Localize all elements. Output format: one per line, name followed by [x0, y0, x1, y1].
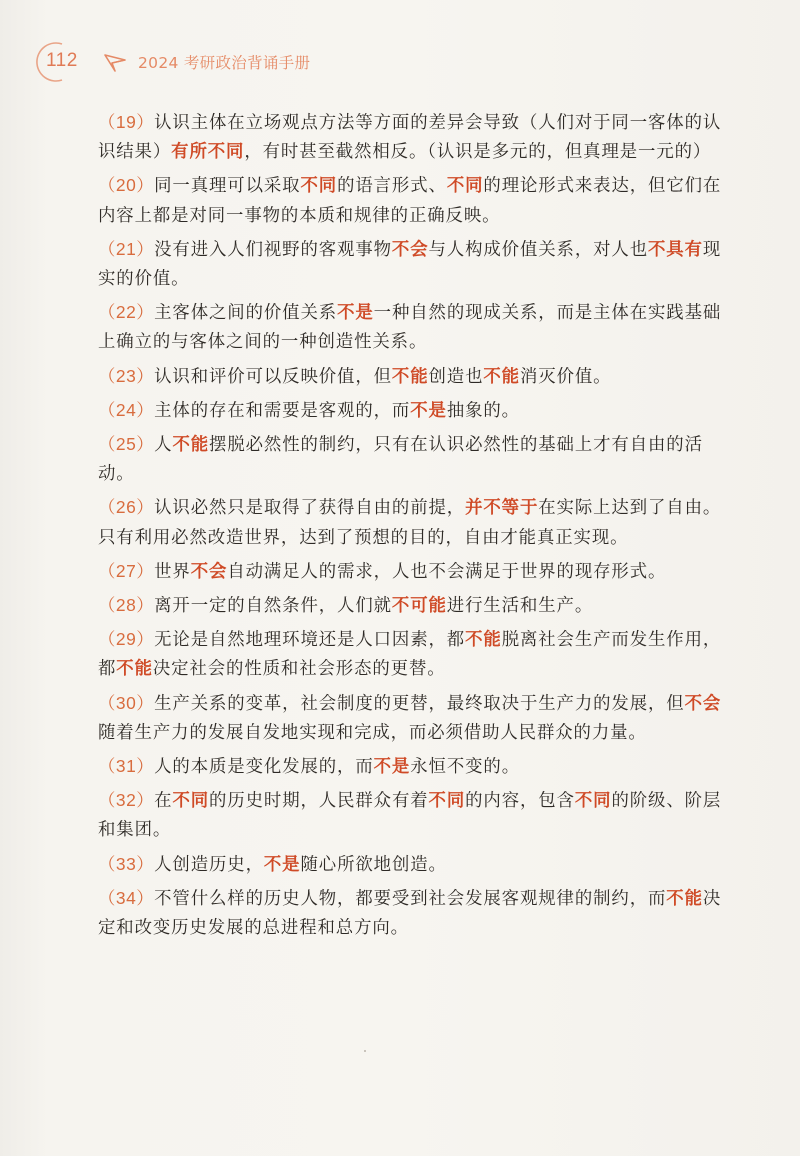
item-text: 脱离社会生产而发生作用，都: [98, 630, 722, 680]
list-item: [98, 235, 738, 294]
item-number: （23）: [98, 365, 155, 386]
item-text: 认识必然只是取得了获得自由的前提，: [154, 498, 466, 519]
page-number-badge: [36, 40, 96, 84]
item-text: 在实际上达到了自由。只有利用必然改造世界，达到了预想的目的，自由才能真正实现。: [98, 498, 722, 548]
item-text: 进行生活和生产。: [446, 596, 594, 617]
list-item: [98, 884, 738, 943]
item-text: 无论是自然地理环境还是人口因素，都: [154, 630, 466, 651]
highlighted-term: 不能: [116, 659, 153, 680]
item-number: （32）: [98, 790, 155, 811]
item-text: 生产关系的变革，社会制度的更替，最终取决于生产力的发展，但: [154, 693, 685, 714]
list-item: [98, 108, 738, 167]
item-number: （31）: [98, 756, 155, 777]
list-item: [98, 396, 738, 426]
item-text: 消灭价值。: [519, 366, 612, 387]
item-text: 决定社会的性质和社会形态的更替。: [152, 659, 446, 680]
highlighted-term: 不同: [446, 176, 484, 197]
paper-plane-icon: [104, 54, 126, 72]
highlighted-term: 不会: [391, 239, 429, 260]
item-text: 一种自然的现成关系，而是主体在实践基础上确立的与客体之间的一种创造性关系。: [98, 303, 722, 353]
item-number: （34）: [98, 887, 155, 908]
item-number: （28）: [98, 595, 155, 616]
item-number: （22）: [98, 302, 155, 323]
highlighted-term: 不同: [574, 791, 612, 812]
item-text: 人创造历史，: [154, 854, 264, 875]
list-item: [98, 430, 738, 489]
page-speck: [364, 1050, 366, 1052]
highlighted-term: 不同: [428, 791, 466, 812]
item-text: 抽象的。: [446, 400, 520, 421]
item-text: 认识主体在立场观点方法等方面的差异会导致（人们对于同一客体的认识结果）: [98, 113, 722, 163]
item-text: 随心所欲地创造。: [300, 854, 447, 875]
item-text: 自动满足人的需求，人也不会满足于世界的现存形式。: [227, 561, 667, 582]
list-item: [98, 689, 738, 748]
highlighted-term: 不是: [373, 757, 411, 778]
item-text: 人的本质是变化发展的，而: [154, 757, 374, 778]
item-text: 主客体之间的价值关系: [154, 303, 338, 324]
item-text: 不管什么样的历史人物，都要受到社会发展客观规律的制约，而: [154, 888, 667, 909]
highlighted-term: 有所不同: [171, 142, 245, 163]
highlighted-term: 不能: [391, 366, 429, 387]
item-text: 摆脱必然性的制约，只有在认识必然性的基础上才有自由的活动。: [98, 435, 703, 485]
highlighted-term: 并不等于: [465, 498, 539, 519]
item-number: （21）: [98, 238, 155, 259]
highlighted-term: 不同: [172, 791, 210, 812]
item-number: （29）: [98, 629, 155, 650]
list-item: [98, 493, 738, 552]
highlighted-term: 不是: [337, 303, 374, 324]
item-text: 的语言形式、: [337, 176, 447, 197]
item-text: 的理论形式来表达，但它们在内容上都是对同一事物的本质和规律的正确反映。: [98, 176, 722, 226]
list-item: [98, 557, 738, 587]
item-text: 的阶级、阶层和集团。: [98, 791, 722, 841]
item-text: 永恒不变的。: [410, 757, 520, 778]
item-number: （20）: [98, 175, 155, 196]
item-text: 决定和改变历史发展的总进程和总方向。: [98, 888, 722, 939]
highlighted-term: 不会: [190, 561, 228, 582]
item-text: ，有时甚至截然相反。（认识是多元的，但真理是一元的）: [244, 142, 712, 163]
item-text: 的内容，包含: [465, 791, 575, 812]
item-list: [98, 108, 738, 947]
highlighted-term: 不会: [684, 693, 722, 714]
item-text: 同一真理可以采取: [154, 176, 301, 197]
list-item: [98, 625, 738, 684]
highlighted-term: 不能: [172, 435, 210, 456]
page-number: 112: [46, 50, 78, 71]
item-number: （25）: [98, 434, 155, 455]
highlighted-term: 不可能: [391, 596, 447, 617]
list-item: [98, 362, 738, 392]
list-item: [98, 171, 738, 230]
item-number: （26）: [98, 497, 155, 518]
list-item: [98, 850, 738, 880]
item-text: 离开一定的自然条件，人们就: [154, 596, 392, 617]
item-text: 人: [154, 435, 173, 456]
item-text: 主体的存在和需要是客观的，而: [154, 400, 411, 421]
highlighted-term: 不是: [263, 854, 301, 875]
list-item: [98, 591, 738, 621]
item-text: 世界: [154, 561, 191, 582]
item-number: （33）: [98, 853, 155, 874]
item-text: 现实的价值。: [98, 239, 722, 290]
item-text: 创造也: [428, 366, 484, 387]
item-text: 的历史时期，人民群众有着: [209, 791, 429, 812]
highlighted-term: 不能: [483, 366, 520, 387]
page-header: [36, 40, 310, 84]
item-number: （27）: [98, 560, 155, 581]
list-item: [98, 298, 738, 357]
item-number: （19）: [98, 112, 155, 132]
item-number: （30）: [98, 692, 155, 713]
highlighted-term: 不具有: [648, 239, 703, 260]
highlighted-term: 不是: [410, 400, 447, 421]
book-title: 2024 考研政治背诵手册: [138, 54, 311, 72]
item-text: 随着生产力的发展自发地实现和完成，而必须借助人民群众的力量。: [98, 722, 647, 743]
highlighted-term: 不能: [666, 888, 703, 909]
item-number: （24）: [98, 399, 155, 420]
item-text: 没有进入人们视野的客观事物: [154, 239, 392, 260]
list-item: [98, 752, 738, 782]
item-text: 与人构成价值关系，对人也: [428, 239, 649, 260]
list-item: [98, 786, 738, 845]
highlighted-term: 不同: [300, 176, 338, 197]
highlighted-term: 不能: [465, 630, 502, 651]
item-text: 在: [154, 791, 173, 812]
item-text: 认识和评价可以反映价值，但: [154, 366, 392, 387]
